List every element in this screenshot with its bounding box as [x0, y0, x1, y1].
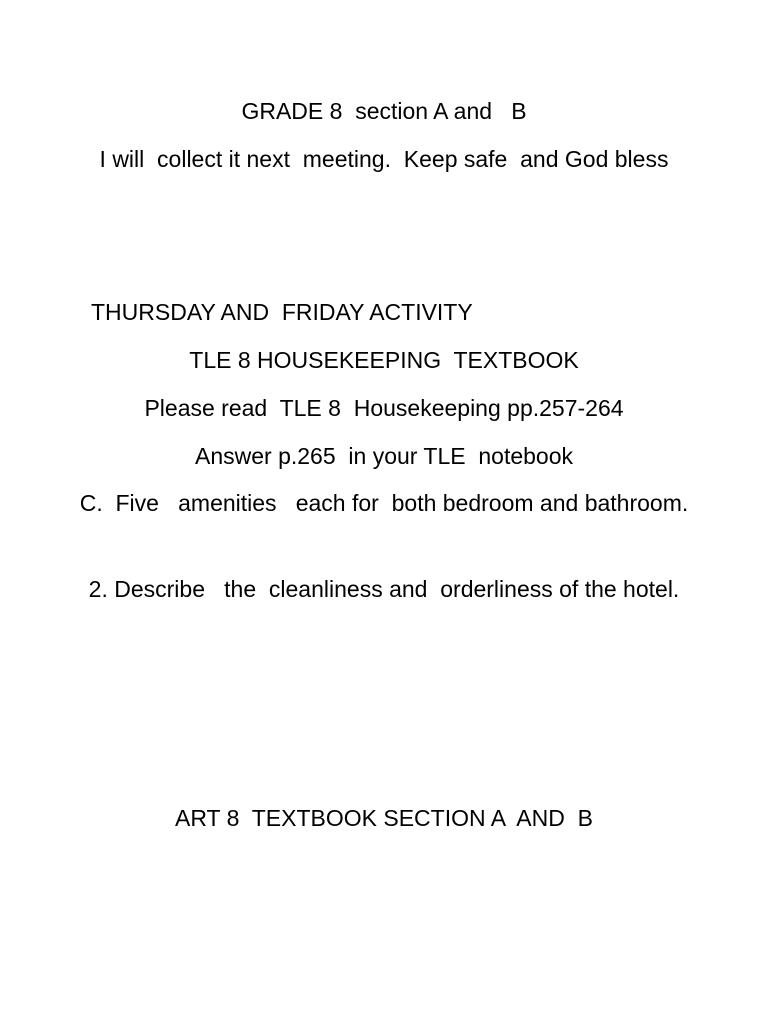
reading-instruction: Please read TLE 8 Housekeeping pp.257-264: [144, 395, 624, 421]
question-c: C. Five amenities each for both bedroom and bathroom.: [79, 490, 689, 516]
grade-section-heading: GRADE 8 section A and B: [241, 98, 527, 124]
question-2: 2. Describe the cleanliness and orderliness of the hotel.: [88, 576, 680, 602]
art-textbook-heading: ART 8 TEXTBOOK SECTION A AND B: [175, 805, 593, 831]
activity-heading: THURSDAY AND FRIDAY ACTIVITY: [91, 299, 473, 325]
textbook-title: TLE 8 HOUSEKEEPING TEXTBOOK: [189, 347, 579, 373]
answer-instruction: Answer p.265 in your TLE notebook: [194, 443, 574, 469]
collection-note: I will collect it next meeting. Keep safe and God bless: [99, 146, 669, 172]
